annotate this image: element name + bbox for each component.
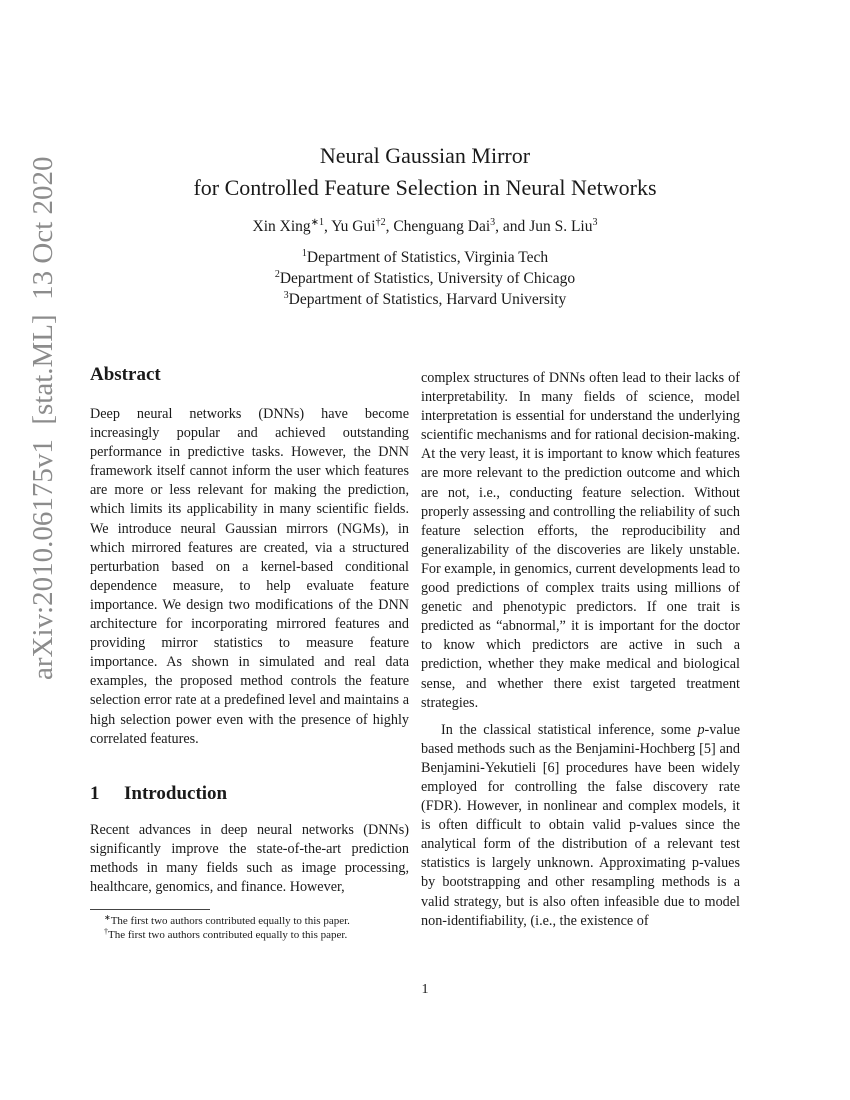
affiliation-list — [0, 247, 850, 310]
intro-paragraph-1-continued: complex structures of DNNs often lead to their lacks of interpretability. In many fields of science, model interpretation is essential for understand the underlying scientific mechanisms and for rational decision-making. At the very least, it is important to know which features are more relevant to the prediction outcome and which are not, i.e., conducting feature selection. Without properly assessing and controlling the reliability of such feature selection efforts, the reproducibility and generalizability of the discoveries are likely unstable. For example, in genomics, current developments lead to good predictions of complex traits using millions of genetic and phenotypic predictors. If one trait is predicted as “abnormal,” it is important for the doctor to know which predictors are active in such a prediction, whether they make medical and biological sense, and whether there exist targeted treatment strategies. — [421, 370, 740, 711]
section-title: Introduction — [124, 782, 228, 804]
title-block — [0, 140, 850, 310]
author-mark: 3 — [490, 217, 496, 228]
paper-title-line-2: for Controlled Feature Selection in Neural Networks — [193, 175, 657, 200]
section-number: 1 — [90, 782, 100, 804]
affiliation-mark: 1 — [301, 248, 307, 259]
affiliation-mark: 2 — [274, 269, 280, 280]
affiliation-text: Department of Statistics, Harvard University — [288, 291, 567, 308]
author-mark: ∗1 — [310, 217, 325, 228]
footnote-mark: † — [104, 927, 108, 937]
intro-paragraph-1-start: Recent advances in deep neural networks (DNNs) significantly improve the state-of-the-art prediction methods in many fields such as image processing, healthcare, genomics, and finance. However, — [90, 821, 409, 895]
intro-paragraph-2 — [421, 721, 740, 931]
p-symbol: p — [697, 721, 705, 738]
left-column — [90, 362, 409, 942]
page-number: 1 — [421, 982, 429, 997]
footnote-mark: ∗ — [104, 913, 111, 923]
affiliation-text: Department of Statistics, University of Chicago — [279, 270, 576, 287]
affiliation — [0, 268, 850, 289]
author-separator: , — [324, 218, 332, 235]
abstract-heading: Abstract — [90, 364, 161, 385]
paragraph-text: -value based methods such as the Benjamini-Hochberg [5] and Benjamini-Yekutieli [6] procedures have been widely employed for controlling the false discovery rate (FDR). However, in nonlinear and complex models, it is often difficult to obtain valid p-values since the analytical form of the distribution of a relevant test statistics is largely unknown. Approximating p-values by bootstrapping and other resampling methods is a valid strategy, but is also often infeasible due to model non-identifiability, (i.e., the existence of — [421, 721, 740, 929]
paragraph-text: In the classical statistical inference, some — [441, 721, 698, 738]
abstract-text: Deep neural networks (DNNs) have become increasingly popular and achieved outstanding performance in predictive tasks. However, the DNN framework itself cannot inform the user which features are more or less relevant for making the prediction, which limits its applicability in many scientific fields. We introduce neural Gaussian mirrors (NGMs), in which mirrored features are created, via a structured perturbation based on a kernel-based conditional dependence measure, to help evaluate feature importance. We design two modifications of the DNN architecture for incorporating mirrored features and providing mirror statistics to measure feature importance. As shown in simulated and real data examples, the proposed method controls the feature selection error rate at a predefined level and maintains a high selection power even with the presence of highly correlated features. — [90, 406, 409, 747]
author-name: Yu Gui — [331, 218, 376, 235]
arxiv-stamp-text: arXiv:2010.06175v1 [stat.ML] 13 Oct 2020 — [27, 156, 59, 680]
author-name: Xin Xing — [252, 218, 311, 235]
affiliation — [0, 289, 850, 310]
right-column — [421, 369, 740, 931]
footnote-text: The first two authors contributed equally to this paper. — [110, 915, 350, 928]
footnote — [90, 914, 409, 928]
author-list — [0, 216, 850, 238]
author-name: Jun S. Liu — [529, 218, 593, 235]
author-separator: , — [385, 218, 394, 235]
introduction-heading — [90, 781, 409, 807]
affiliation-mark: 3 — [283, 290, 289, 301]
footnote-text: The first two authors contributed equally to this paper. — [108, 929, 348, 942]
author-mark: 3 — [592, 217, 598, 228]
paper-title-line-1: Neural Gaussian Mirror — [319, 143, 531, 168]
affiliation-text: Department of Statistics, Virginia Tech — [306, 249, 549, 266]
affiliation — [0, 247, 850, 268]
author-mark: †2 — [375, 217, 386, 228]
footnote-divider — [90, 909, 210, 910]
author-name: Chenguang Dai — [393, 218, 491, 235]
footnote — [90, 928, 409, 942]
author-separator: , and — [495, 218, 530, 235]
